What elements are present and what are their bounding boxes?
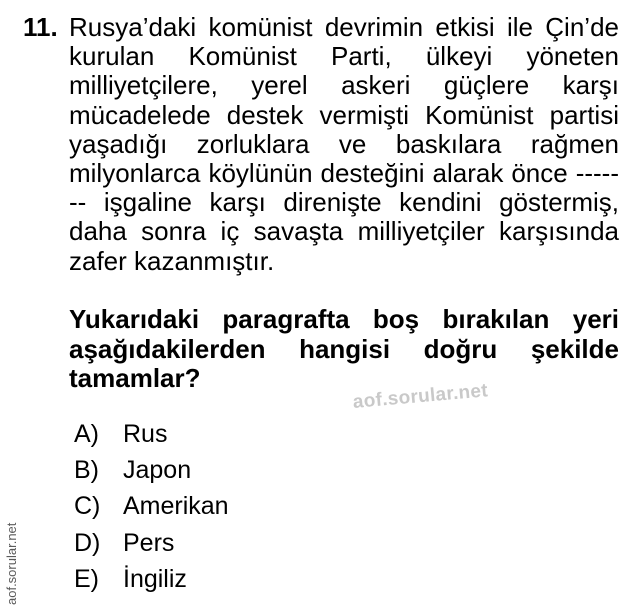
option-b-letter: B) — [74, 455, 99, 484]
option-d-letter: D) — [74, 528, 101, 557]
option-a[interactable] — [74, 416, 229, 452]
option-d[interactable] — [74, 525, 229, 561]
option-d-text: Pers — [123, 528, 175, 557]
option-e[interactable] — [74, 561, 229, 597]
option-c-text: Amerikan — [123, 492, 229, 521]
option-b-text: Japon — [123, 455, 192, 484]
question-number: 11. — [23, 12, 58, 42]
option-a-text: Rus — [123, 419, 168, 448]
answer-options — [74, 416, 229, 597]
option-c[interactable] — [74, 489, 229, 525]
option-c-letter: C) — [74, 492, 101, 521]
question-text: Rusya’daki komünist devrimin etkisi ile Çin’de kurulan Komünist Parti, ülkeyi yöneten milliyetçilere, yerel askeri güçlere karşı mücadelede destek vermişti Komünist partisi yaşadığı zorluklara ve baskılara rağmen milyonlarca köylünün desteğini alarak önce ------- işgaline karşı direnişte kendini göstermiş, daha sonra iç savaşta milliyetçiler karşısında zafer kazanmıştır. — [69, 12, 619, 276]
option-a-letter: A) — [74, 419, 99, 448]
question-stem: Yukarıdaki paragrafta boş bırakılan yeri aşağıdakilerden hangisi doğru şekilde tamamlar? — [69, 304, 619, 393]
option-b[interactable] — [74, 452, 229, 488]
option-e-letter: E) — [74, 564, 99, 593]
option-e-text: İngiliz — [123, 564, 187, 593]
watermark-side: aof.sorular.net — [4, 522, 19, 605]
watermark-center: aof.sorular.net — [352, 380, 489, 413]
